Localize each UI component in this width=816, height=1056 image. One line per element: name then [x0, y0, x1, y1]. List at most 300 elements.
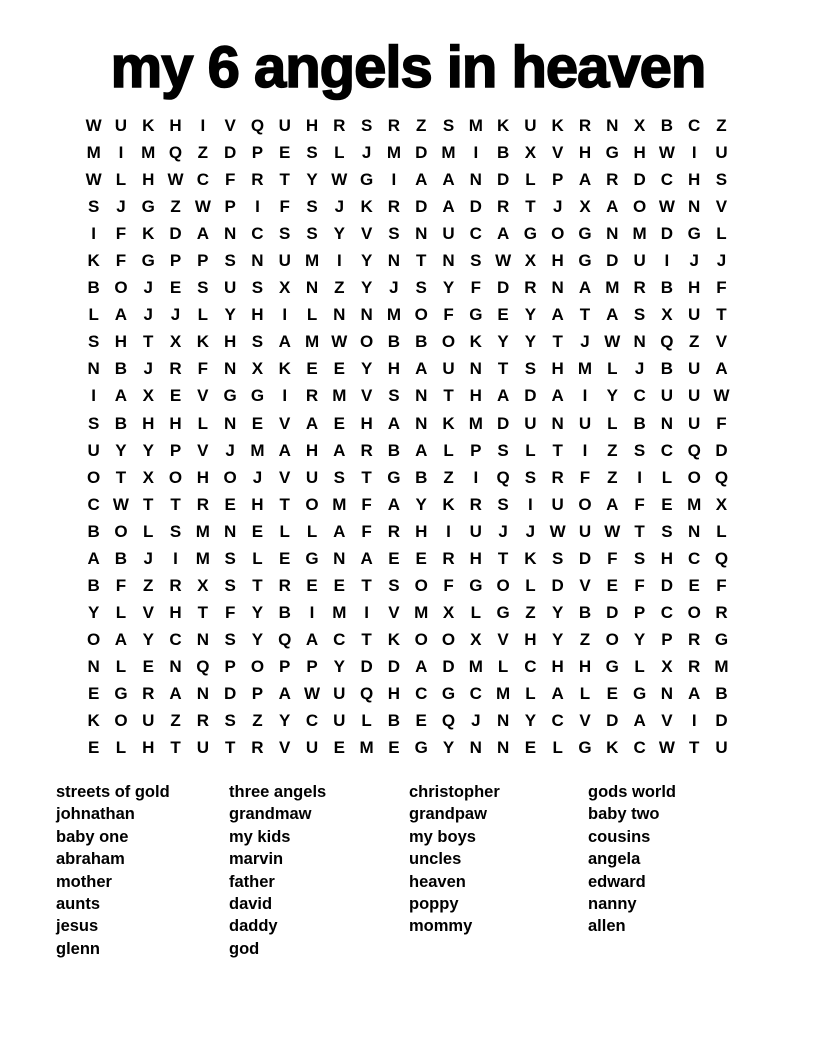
grid-letter: T [688, 738, 700, 758]
grid-letter: L [552, 738, 563, 758]
grid-letter: L [115, 656, 127, 676]
grid-letter: W [304, 683, 321, 703]
grid-letter: J [689, 251, 699, 271]
word-item: daddy [229, 917, 278, 936]
grid-letter: U [87, 440, 100, 460]
grid-letter: C [333, 629, 346, 649]
grid-letter: F [115, 575, 127, 595]
grid-letter: S [224, 629, 236, 649]
grid-letter: C [469, 683, 482, 703]
grid-letter: J [361, 143, 372, 163]
grid-letter: D [469, 197, 482, 217]
grid-letter: A [387, 494, 401, 514]
grid-row [80, 247, 736, 274]
grid-letter: H [633, 143, 646, 163]
grid-letter: A [551, 386, 564, 406]
grid-letter: P [470, 440, 482, 460]
grid-letter: L [443, 440, 454, 460]
grid-letter: I [282, 386, 288, 406]
grid-letter: U [333, 711, 346, 731]
grid-letter: Y [224, 305, 236, 325]
word-item: heaven [409, 872, 466, 891]
grid-letter: O [414, 305, 428, 325]
grid-letter: Y [360, 251, 373, 271]
grid-letter: U [715, 143, 728, 163]
grid-letter: M [86, 143, 101, 163]
grid-letter: S [388, 224, 400, 244]
grid-letter: U [333, 683, 346, 703]
grid-letter: Y [524, 332, 537, 352]
grid-letter: O [632, 197, 647, 217]
grid-letter: L [115, 602, 127, 622]
grid-letter: N [415, 386, 428, 406]
grid-letter: O [496, 575, 510, 595]
grid-letter: E [142, 656, 154, 676]
grid-letter: Y [333, 224, 345, 244]
grid-letter: H [223, 332, 237, 352]
grid-letter: H [305, 116, 319, 135]
grid-letter: K [551, 116, 564, 135]
grid-letter: D [715, 711, 728, 731]
grid-letter: J [143, 548, 153, 568]
grid-letter: J [580, 332, 590, 352]
grid-letter: S [360, 116, 373, 135]
grid-letter: L [525, 575, 536, 595]
grid-letter: H [551, 251, 564, 271]
grid-row [80, 112, 736, 139]
grid-letter: W [85, 170, 102, 190]
grid-letter: T [634, 521, 645, 541]
grid-letter: H [169, 602, 182, 622]
grid-letter: J [552, 197, 563, 217]
grid-row [80, 572, 736, 599]
grid-letter: E [306, 575, 318, 595]
grid-letter: R [360, 440, 373, 460]
grid-letter: I [91, 224, 97, 244]
word-item: three angels [229, 783, 327, 801]
grid-letter: V [661, 711, 673, 731]
grid-letter: M [386, 143, 401, 163]
grid-letter: B [415, 467, 428, 487]
grid-letter: I [118, 143, 124, 163]
grid-letter: U [688, 413, 701, 433]
grid-letter: D [223, 683, 237, 703]
grid-letter: P [306, 656, 318, 676]
grid-letter: D [387, 656, 401, 676]
grid-letter: T [115, 467, 127, 487]
word-item: grandpaw [409, 805, 487, 824]
grid-letter: V [360, 386, 373, 406]
grid-letter: G [632, 683, 647, 703]
grid-letter: U [660, 386, 674, 406]
grid-letter: C [660, 440, 674, 460]
grid-letter: R [387, 521, 401, 541]
grid-letter: M [468, 656, 483, 676]
grid-letter: D [415, 197, 428, 217]
grid-letter: A [415, 656, 428, 676]
word-item: glenn [56, 939, 100, 958]
grid-letter: V [224, 116, 236, 135]
grid-letter: S [333, 467, 345, 487]
grid-letter: V [715, 332, 728, 352]
grid-letter: M [496, 683, 511, 703]
grid-row [80, 355, 736, 382]
grid-letter: D [496, 278, 510, 298]
grid-letter: V [579, 711, 591, 731]
grid-letter: D [715, 440, 728, 460]
grid-letter: D [660, 575, 674, 595]
grid-letter: N [333, 305, 346, 325]
grid-letter: S [497, 494, 509, 514]
grid-letter: A [606, 197, 619, 217]
grid-letter: N [496, 711, 510, 731]
grid-letter: A [496, 386, 510, 406]
word-item: mother [56, 872, 112, 891]
grid-letter: A [360, 548, 373, 568]
grid-letter: Y [142, 440, 154, 460]
grid-row [80, 437, 736, 464]
grid-letter: M [332, 494, 347, 514]
grid-letter: V [279, 413, 291, 433]
grid-row [80, 518, 736, 545]
grid-letter: U [196, 738, 209, 758]
grid-letter: T [170, 738, 181, 758]
grid-letter: H [142, 413, 155, 433]
grid-letter: N [387, 251, 401, 271]
grid-letter: F [607, 548, 618, 568]
grid-letter: Y [442, 278, 455, 298]
grid-letter: G [469, 575, 483, 595]
grid-letter: L [716, 521, 727, 541]
grid-letter: V [388, 602, 400, 622]
grid-letter: S [224, 251, 236, 271]
grid-letter: U [442, 359, 455, 379]
grid-letter: G [605, 143, 619, 163]
grid-letter: A [278, 440, 291, 460]
grid-letter: H [305, 440, 319, 460]
grid-letter: X [524, 251, 537, 271]
grid-letter: S [524, 467, 537, 487]
grid-letter: P [224, 656, 236, 676]
grid-letter: R [606, 170, 619, 190]
grid-letter: L [252, 548, 263, 568]
grid-letter: G [141, 251, 155, 271]
grid-letter: H [169, 116, 182, 135]
grid-letter: T [579, 305, 591, 325]
grid-letter: P [251, 683, 264, 703]
grid-letter: R [251, 170, 264, 190]
grid-letter: O [114, 711, 128, 731]
word-item: christopher [409, 783, 500, 801]
grid-letter: A [415, 440, 428, 460]
grid-letter: U [551, 494, 564, 514]
grid-letter: H [578, 143, 592, 163]
word-item: nanny [588, 895, 637, 914]
grid-letter: M [195, 521, 210, 541]
grid-letter: S [470, 251, 482, 271]
grid-letter: T [497, 548, 509, 568]
grid-letter: T [279, 170, 290, 190]
grid-letter: S [633, 548, 646, 568]
grid-letter: Z [334, 278, 345, 298]
grid-letter: E [333, 575, 345, 595]
grid-letter: B [114, 548, 128, 568]
grid-letter: G [305, 548, 319, 568]
grid-letter: U [688, 386, 701, 406]
grid-letter: C [169, 629, 182, 649]
grid-letter: S [661, 521, 673, 541]
grid-letter: L [88, 305, 99, 325]
grid-letter: Z [607, 440, 618, 460]
grid-letter: N [333, 548, 346, 568]
grid-letter: D [606, 602, 619, 622]
grid-letter: F [197, 359, 209, 379]
grid-letter: E [251, 521, 264, 541]
grid-letter: O [578, 494, 592, 514]
grid-letter: G [387, 467, 401, 487]
grid-letter: S [224, 575, 236, 595]
grid-letter: G [523, 224, 538, 244]
grid-letter: J [116, 197, 126, 217]
grid-letter: B [387, 440, 401, 460]
grid-letter: Z [688, 332, 700, 352]
grid-letter: B [278, 602, 291, 622]
grid-letter: X [442, 602, 455, 622]
grid-letter: T [143, 494, 154, 514]
letter-grid [80, 112, 736, 761]
grid-letter: J [143, 305, 153, 325]
grid-letter: Y [633, 629, 646, 649]
grid-letter: R [524, 278, 537, 298]
grid-letter: Q [687, 440, 701, 460]
grid-letter: B [387, 332, 401, 352]
grid-letter: W [713, 386, 730, 406]
grid-letter: D [360, 656, 373, 676]
grid-letter: N [169, 656, 182, 676]
grid-letter: A [578, 278, 592, 298]
grid-letter: L [634, 656, 645, 676]
grid-letter: A [442, 197, 455, 217]
grid-letter: E [415, 548, 427, 568]
grid-letter: T [716, 305, 727, 325]
grid-letter: L [306, 521, 318, 541]
grid-letter: E [169, 386, 182, 406]
grid-letter: B [633, 413, 646, 433]
grid-letter: O [605, 629, 619, 649]
grid-letter: Q [441, 711, 456, 731]
grid-letter: B [87, 521, 100, 541]
grid-letter: F [443, 575, 454, 595]
grid-letter: L [607, 359, 618, 379]
grid-letter: H [551, 359, 564, 379]
grid-letter: H [688, 278, 701, 298]
grid-letter: L [607, 413, 618, 433]
grid-letter: S [633, 440, 646, 460]
grid-letter: Y [606, 386, 618, 406]
grid-letter: P [169, 251, 182, 271]
grid-letter: F [716, 413, 727, 433]
grid-letter: F [470, 278, 481, 298]
grid-letter: O [441, 629, 456, 649]
grid-letter: Z [170, 711, 181, 731]
grid-letter: P [224, 197, 236, 217]
grid-letter: H [469, 386, 482, 406]
grid-letter: H [251, 494, 264, 514]
grid-letter: T [361, 629, 372, 649]
grid-letter: E [224, 494, 236, 514]
grid-letter: D [223, 143, 237, 163]
grid-letter: J [170, 305, 181, 325]
grid-letter: Y [251, 602, 264, 622]
grid-letter: X [661, 656, 673, 676]
grid-letter: T [552, 440, 563, 460]
grid-letter: S [251, 278, 264, 298]
grid-letter: R [496, 197, 510, 217]
grid-letter: E [524, 738, 537, 758]
grid-letter: T [252, 575, 263, 595]
grid-letter: F [361, 521, 372, 541]
grid-letter: B [415, 332, 428, 352]
grid-letter: Z [197, 143, 209, 163]
grid-letter: C [688, 548, 701, 568]
grid-letter: Z [416, 116, 427, 135]
grid-letter: W [85, 116, 102, 135]
grid-letter: F [443, 305, 454, 325]
grid-letter: W [658, 738, 675, 758]
grid-letter: I [664, 251, 670, 271]
grid-letter: E [306, 359, 318, 379]
grid-letter: J [143, 359, 153, 379]
grid-letter: M [605, 278, 620, 298]
grid-letter: A [333, 521, 346, 541]
grid-letter: S [633, 305, 646, 325]
grid-letter: R [551, 467, 564, 487]
grid-letter: J [498, 521, 508, 541]
grid-letter: U [442, 224, 455, 244]
grid-letter: O [441, 332, 456, 352]
grid-letter: Y [360, 278, 373, 298]
grid-letter: X [251, 359, 264, 379]
grid-letter: A [278, 683, 291, 703]
grid-row [80, 545, 736, 572]
grid-letter: P [279, 656, 291, 676]
grid-letter: L [115, 170, 127, 190]
grid-letter: T [143, 332, 154, 352]
grid-letter: Y [524, 305, 537, 325]
grid-letter: M [468, 413, 483, 433]
grid-letter: U [223, 278, 237, 298]
grid-letter: C [633, 738, 646, 758]
grid-row [80, 220, 736, 247]
grid-letter: S [224, 548, 236, 568]
grid-letter: R [688, 629, 701, 649]
grid-letter: R [196, 494, 209, 514]
grid-letter: M [304, 251, 320, 271]
grid-letter: A [606, 494, 619, 514]
grid-letter: T [361, 467, 372, 487]
word-item: uncles [409, 850, 462, 869]
word-item: baby two [588, 805, 660, 824]
grid-letter: I [528, 494, 533, 514]
grid-letter: H [524, 629, 537, 649]
grid-letter: I [200, 116, 206, 135]
grid-letter: U [688, 359, 701, 379]
grid-row [80, 626, 736, 653]
grid-letter: A [496, 224, 510, 244]
grid-letter: I [364, 602, 369, 622]
grid-letter: N [660, 683, 674, 703]
grid-letter: A [715, 359, 728, 379]
grid-letter: D [606, 711, 619, 731]
grid-letter: D [169, 224, 182, 244]
grid-letter: D [551, 575, 564, 595]
grid-letter: R [251, 738, 264, 758]
grid-letter: Y [115, 440, 127, 460]
grid-letter: G [496, 602, 510, 622]
grid-letter: V [579, 575, 591, 595]
grid-letter: A [87, 548, 100, 568]
grid-letter: C [469, 224, 482, 244]
grid-letter: A [442, 170, 455, 190]
grid-letter: S [197, 278, 209, 298]
grid-letter: Y [142, 629, 154, 649]
grid-letter: W [167, 170, 184, 190]
grid-letter: C [305, 711, 319, 731]
grid-row [80, 410, 736, 437]
grid-letter: B [114, 359, 128, 379]
grid-letter: G [714, 629, 729, 649]
grid-row [80, 707, 736, 734]
grid-letter: F [115, 251, 127, 271]
grid-letter: J [252, 467, 263, 487]
grid-letter: J [389, 278, 399, 298]
grid-letter: F [579, 467, 591, 487]
grid-row [80, 193, 736, 220]
grid-letter: G [687, 224, 701, 244]
grid-letter: R [169, 575, 182, 595]
grid-letter: E [661, 494, 673, 514]
grid-letter: E [251, 413, 264, 433]
grid-letter: C [660, 170, 674, 190]
grid-letter: H [251, 305, 264, 325]
grid-letter: F [115, 224, 127, 244]
grid-letter: N [606, 224, 619, 244]
grid-letter: H [551, 656, 564, 676]
grid-letter: R [387, 197, 401, 217]
grid-letter: V [279, 738, 291, 758]
grid-letter: Z [579, 629, 591, 649]
grid-letter: S [388, 386, 400, 406]
grid-letter: E [497, 305, 509, 325]
grid-letter: S [87, 197, 100, 217]
grid-letter: X [169, 332, 182, 352]
grid-letter: E [333, 359, 345, 379]
grid-letter: Y [333, 656, 345, 676]
grid-letter: Z [607, 467, 618, 487]
grid-letter: N [360, 305, 373, 325]
grid-letter: D [496, 170, 510, 190]
grid-letter: D [578, 548, 592, 568]
grid-letter: S [224, 711, 236, 731]
word-item: streets of gold [56, 783, 170, 801]
grid-letter: Q [278, 629, 292, 649]
grid-letter: N [469, 738, 482, 758]
grid-letter: L [197, 305, 209, 325]
grid-letter: I [637, 467, 642, 487]
grid-letter: O [414, 629, 428, 649]
grid-letter: L [279, 521, 290, 541]
grid-letter: V [497, 629, 509, 649]
